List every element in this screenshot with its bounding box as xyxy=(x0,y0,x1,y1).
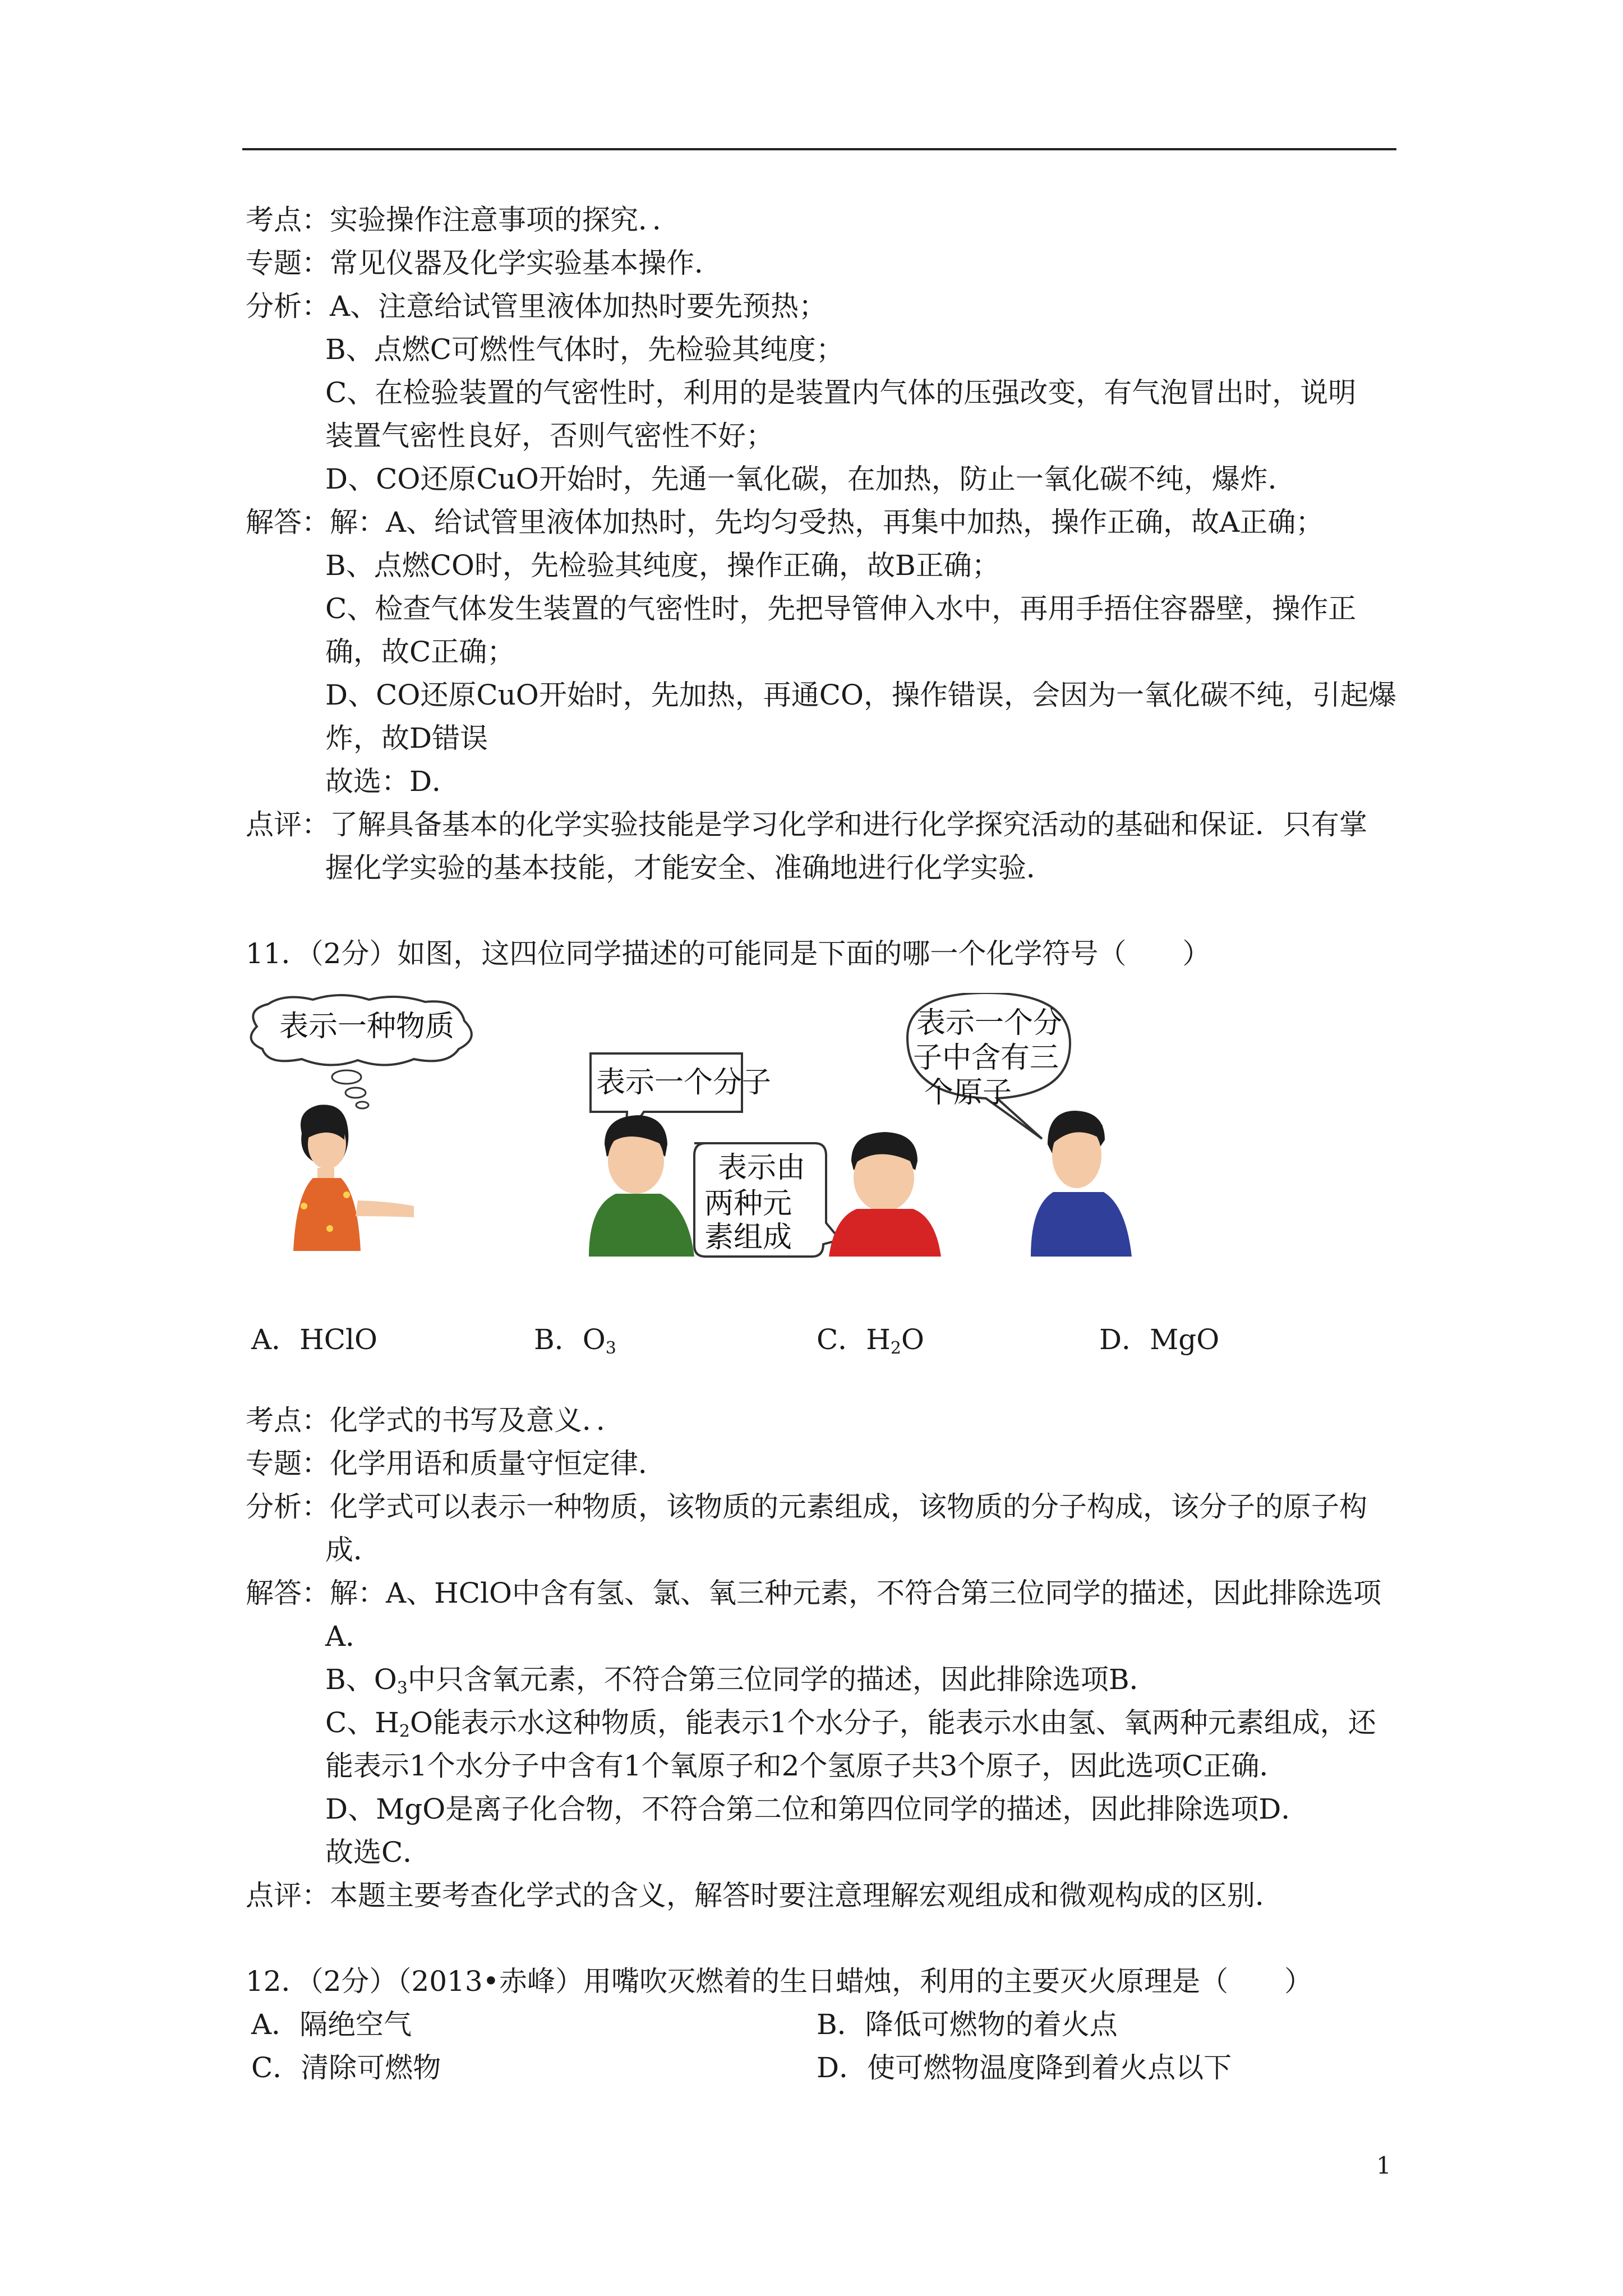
q12-option-a: A．隔绝空气 xyxy=(251,2008,412,2041)
boy-blue-figure xyxy=(1031,1111,1132,1257)
q12-stem: 12．（2分）（2013•赤峰）用嘴吹灭燃着的生日蜡烛，利用的主要灭火原理是（ ） xyxy=(246,1965,1313,1998)
q11-jieda-line: A． xyxy=(325,1620,374,1653)
bubble-3-text: 表示由 xyxy=(718,1151,806,1185)
girl-figure xyxy=(293,1105,414,1251)
q11-option-b: B．$O_3$ xyxy=(534,1323,616,1358)
q10-kaodian: 考点：实验操作注意事项的探究．． xyxy=(246,204,680,236)
page-number: 1 xyxy=(1376,2152,1391,2179)
q11-fenxi-line: 成． xyxy=(325,1534,381,1566)
bubble-4-text: 个原子 xyxy=(924,1076,1012,1110)
boy-red-figure xyxy=(829,1132,941,1257)
q10-zhuanti: 专题：常见仪器及化学实验基本操作． xyxy=(246,247,722,279)
q10-jieda-line: C、检查气体发生装置的气密性时，先把导管伸入水中，再用手捂住容器壁，操作正 xyxy=(325,592,1357,625)
q10-jieda-line: 故选：D． xyxy=(325,765,460,798)
q10-jieda-line: 解答：解：A、给试管里液体加热时，先均匀受热，再集中加热，操作正确，故A正确； xyxy=(246,506,1324,539)
bubble-3-text: 素组成 xyxy=(704,1221,792,1254)
q11-jieda-line: B、$O_3$中只含氧元素，不符合第三位同学的描述，因此排除选项B． xyxy=(325,1663,1158,1698)
bubble-3-text: 两种元 xyxy=(704,1187,792,1221)
q11-jieda-line: 故选C． xyxy=(325,1836,431,1869)
q11-illustration xyxy=(246,993,1278,1318)
q10-dianping-line: 握化学实验的基本技能，才能安全、准确地进行化学实验． xyxy=(325,852,1054,884)
boy-green-figure xyxy=(589,1115,694,1257)
q10-dianping-line: 点评：了解具备基本的化学实验技能是学习化学和进行化学探究活动的基础和保证．只有掌 xyxy=(246,808,1367,841)
q11-jieda-line: D、MgO是离子化合物，不符合第二位和第四位同学的描述，因此排除选项D． xyxy=(325,1793,1310,1825)
bubble-4-text: 表示一个分 xyxy=(916,1006,1063,1040)
q12-option-d: D．使可燃物温度降到着火点以下 xyxy=(817,2051,1232,2084)
q11-jieda-line: 解答：解：A、HClO中含有氢、氯、氧三种元素，不符合第三位同学的描述，因此排除选项 xyxy=(246,1577,1381,1609)
q11-jieda-line: C、$H_2O$能表示水这种物质，能表示1个水分子，能表示水由氢、氧两种元素组成，还 xyxy=(325,1706,1376,1741)
q12-option-b: B．降低可燃物的着火点 xyxy=(817,2008,1118,2041)
q10-fenxi-line: 装置气密性良好，否则气密性不好； xyxy=(325,420,774,452)
bubble-2-text: 表示一个分子 xyxy=(596,1066,772,1099)
q10-fenxi-line: B、点燃C可燃性气体时，先检验其纯度； xyxy=(325,333,844,366)
q10-jieda-line: B、点燃CO时，先检验其纯度，操作正确，故B正确； xyxy=(325,549,1000,582)
q10-jieda-line: 确，故C正确； xyxy=(325,636,515,668)
q10-jieda-line: 炸，故D错误 xyxy=(325,722,488,754)
q11-fenxi-line: 分析：化学式可以表示一种物质，该物质的元素组成，该物质的分子构成，该分子的原子构 xyxy=(246,1490,1367,1523)
q10-fenxi-line: D、CO还原CuO开始时，先通一氧化碳，在加热，防止一氧化碳不纯，爆炸． xyxy=(325,463,1296,495)
q11-stem: 11．（2分）如图，这四位同学描述的可能同是下面的哪一个化学符号（ ） xyxy=(246,937,1211,970)
header-rule xyxy=(242,148,1396,150)
q11-kaodian: 考点：化学式的书写及意义．． xyxy=(246,1404,624,1437)
bubble-4-text: 子中含有三 xyxy=(913,1041,1059,1075)
q10-fenxi-line: 分析：A、注意给试管里液体加热时要先预热； xyxy=(246,290,827,323)
q10-jieda-line: D、CO还原CuO开始时，先加热，再通CO，操作错误，会因为一氧化碳不纯，引起爆 xyxy=(325,679,1397,711)
bubble-1-text: 表示一种物质 xyxy=(279,1010,455,1043)
q11-zhuanti: 专题：化学用语和质量守恒定律． xyxy=(246,1447,666,1480)
q10-fenxi-line: C、在检验装置的气密性时，利用的是装置内气体的压强改变，有气泡冒出时，说明 xyxy=(325,376,1357,409)
q11-dianping: 点评：本题主要考查化学式的含义，解答时要注意理解宏观组成和微观构成的区别． xyxy=(246,1879,1283,1912)
q12-option-c: C．清除可燃物 xyxy=(251,2051,441,2084)
q11-option-c: C．$H_2O$ xyxy=(817,1323,924,1358)
q11-jieda-line: 能表示1个水分子中含有1个氧原子和2个氢原子共3个原子，因此选项C正确． xyxy=(325,1750,1288,1782)
q11-option-a: A．HClO xyxy=(251,1323,377,1356)
q11-option-d: D．MgO xyxy=(1099,1323,1220,1356)
